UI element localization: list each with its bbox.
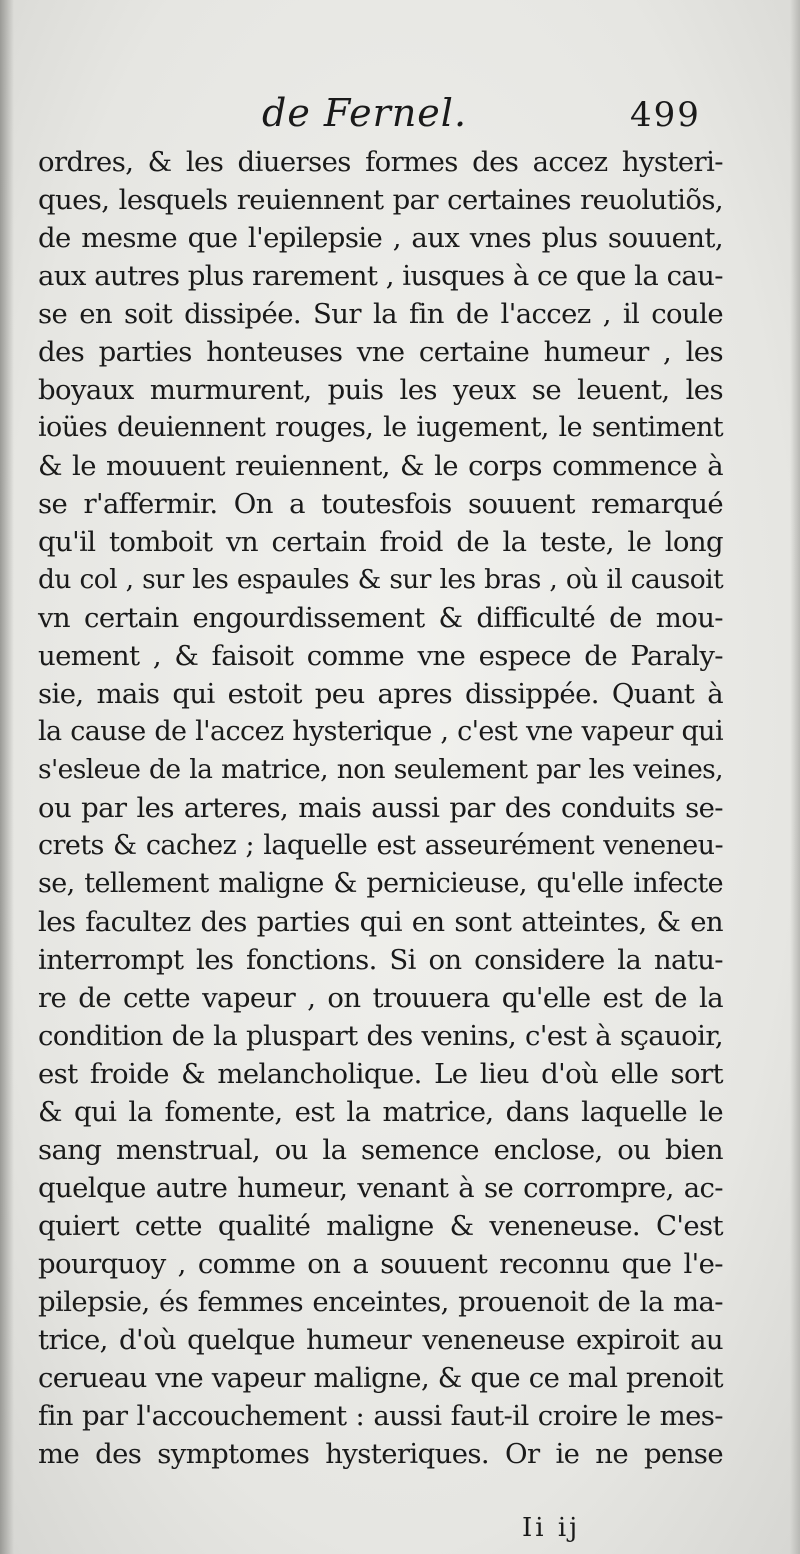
text-line: condition de la pluspart des venins, c'est à sçauoir,	[38, 1020, 723, 1052]
text-line: pourquoy , comme on a souuent reconnu que l'e-	[38, 1248, 723, 1280]
text-line: se r'affermir. On a toutesfois souuent remarqué	[38, 488, 723, 520]
text-line: uement , & faisoit comme vne espece de Paraly-	[38, 640, 723, 672]
text-line: trice, d'où quelque humeur veneneuse expiroit au	[38, 1324, 723, 1356]
text-line: est froide & melancholique. Le lieu d'où elle sort	[38, 1058, 723, 1090]
text-line: & qui la fomente, est la matrice, dans laquelle le	[38, 1096, 723, 1128]
text-line: & le mouuent reuiennent, & le corps commence à	[38, 450, 723, 482]
text-line: fin par l'accouchement : aussi faut-il croire le mes-	[38, 1400, 723, 1432]
text-line: des parties honteuses vne certaine humeur , les	[38, 336, 723, 368]
text-line: s'esleue de la matrice, non seulement par les veines,	[38, 754, 723, 785]
text-line: ordres, & les diuerses formes des accez hysteri-	[38, 146, 723, 178]
running-title: de Fernel.	[262, 91, 468, 135]
text-line: du col , sur les espaules & sur les bras , où il causoit	[38, 564, 723, 595]
text-line: qu'il tomboit vn certain froid de la teste, le long	[38, 526, 723, 558]
page-footer	[0, 1508, 800, 1548]
text-line: aux autres plus rarement , iusques à ce que la cau-	[38, 260, 723, 292]
text-line: pilepsie, és femmes enceintes, prouenoit de la ma-	[38, 1286, 723, 1318]
text-line: boyaux murmurent, puis les yeux se leuent, les	[38, 374, 723, 406]
text-line: ques, lesquels reuiennent par certaines reuolutiõs,	[38, 184, 723, 216]
text-line: les facultez des parties qui en sont atteintes, & en	[38, 906, 723, 938]
text-line: quelque autre humeur, venant à se corrompre, ac-	[38, 1172, 723, 1204]
text-line: crets & cachez ; laquelle est asseurément veneneu-	[38, 830, 723, 861]
text-line: la cause de l'accez hysterique , c'est vne vapeur qui	[38, 716, 723, 747]
page-number: 499	[630, 95, 701, 135]
text-line: re de cette vapeur , on trouuera qu'elle est de la	[38, 982, 723, 1014]
body-text	[38, 143, 723, 1473]
page-header	[0, 88, 800, 138]
text-line: sie, mais qui estoit peu apres dissippée. Quant à	[38, 678, 723, 710]
text-line: interrompt les fonctions. Si on considere la natu-	[38, 944, 723, 976]
text-line: quiert cette qualité maligne & veneneuse. C'est	[38, 1210, 723, 1242]
text-line: cerueau vne vapeur maligne, & que ce mal prenoit	[38, 1362, 723, 1394]
text-line: sang menstrual, ou la semence enclose, ou bien	[38, 1134, 723, 1166]
text-line: me des symptomes hysteriques. Or ie ne pense	[38, 1438, 723, 1470]
text-line: se en soit dissipée. Sur la fin de l'accez , il coule	[38, 298, 723, 330]
text-line: vn certain engourdissement & difficulté de mou-	[38, 602, 723, 634]
text-line: ioües deuiennent rouges, le iugement, le sentiment	[38, 412, 723, 443]
signature-mark: Ii ij	[522, 1513, 581, 1543]
text-line: se, tellement maligne & pernicieuse, qu'elle infecte	[38, 868, 723, 899]
text-line: ou par les arteres, mais aussi par des conduits se-	[38, 792, 723, 824]
text-line: de mesme que l'epilepsie , aux vnes plus souuent,	[38, 222, 723, 254]
